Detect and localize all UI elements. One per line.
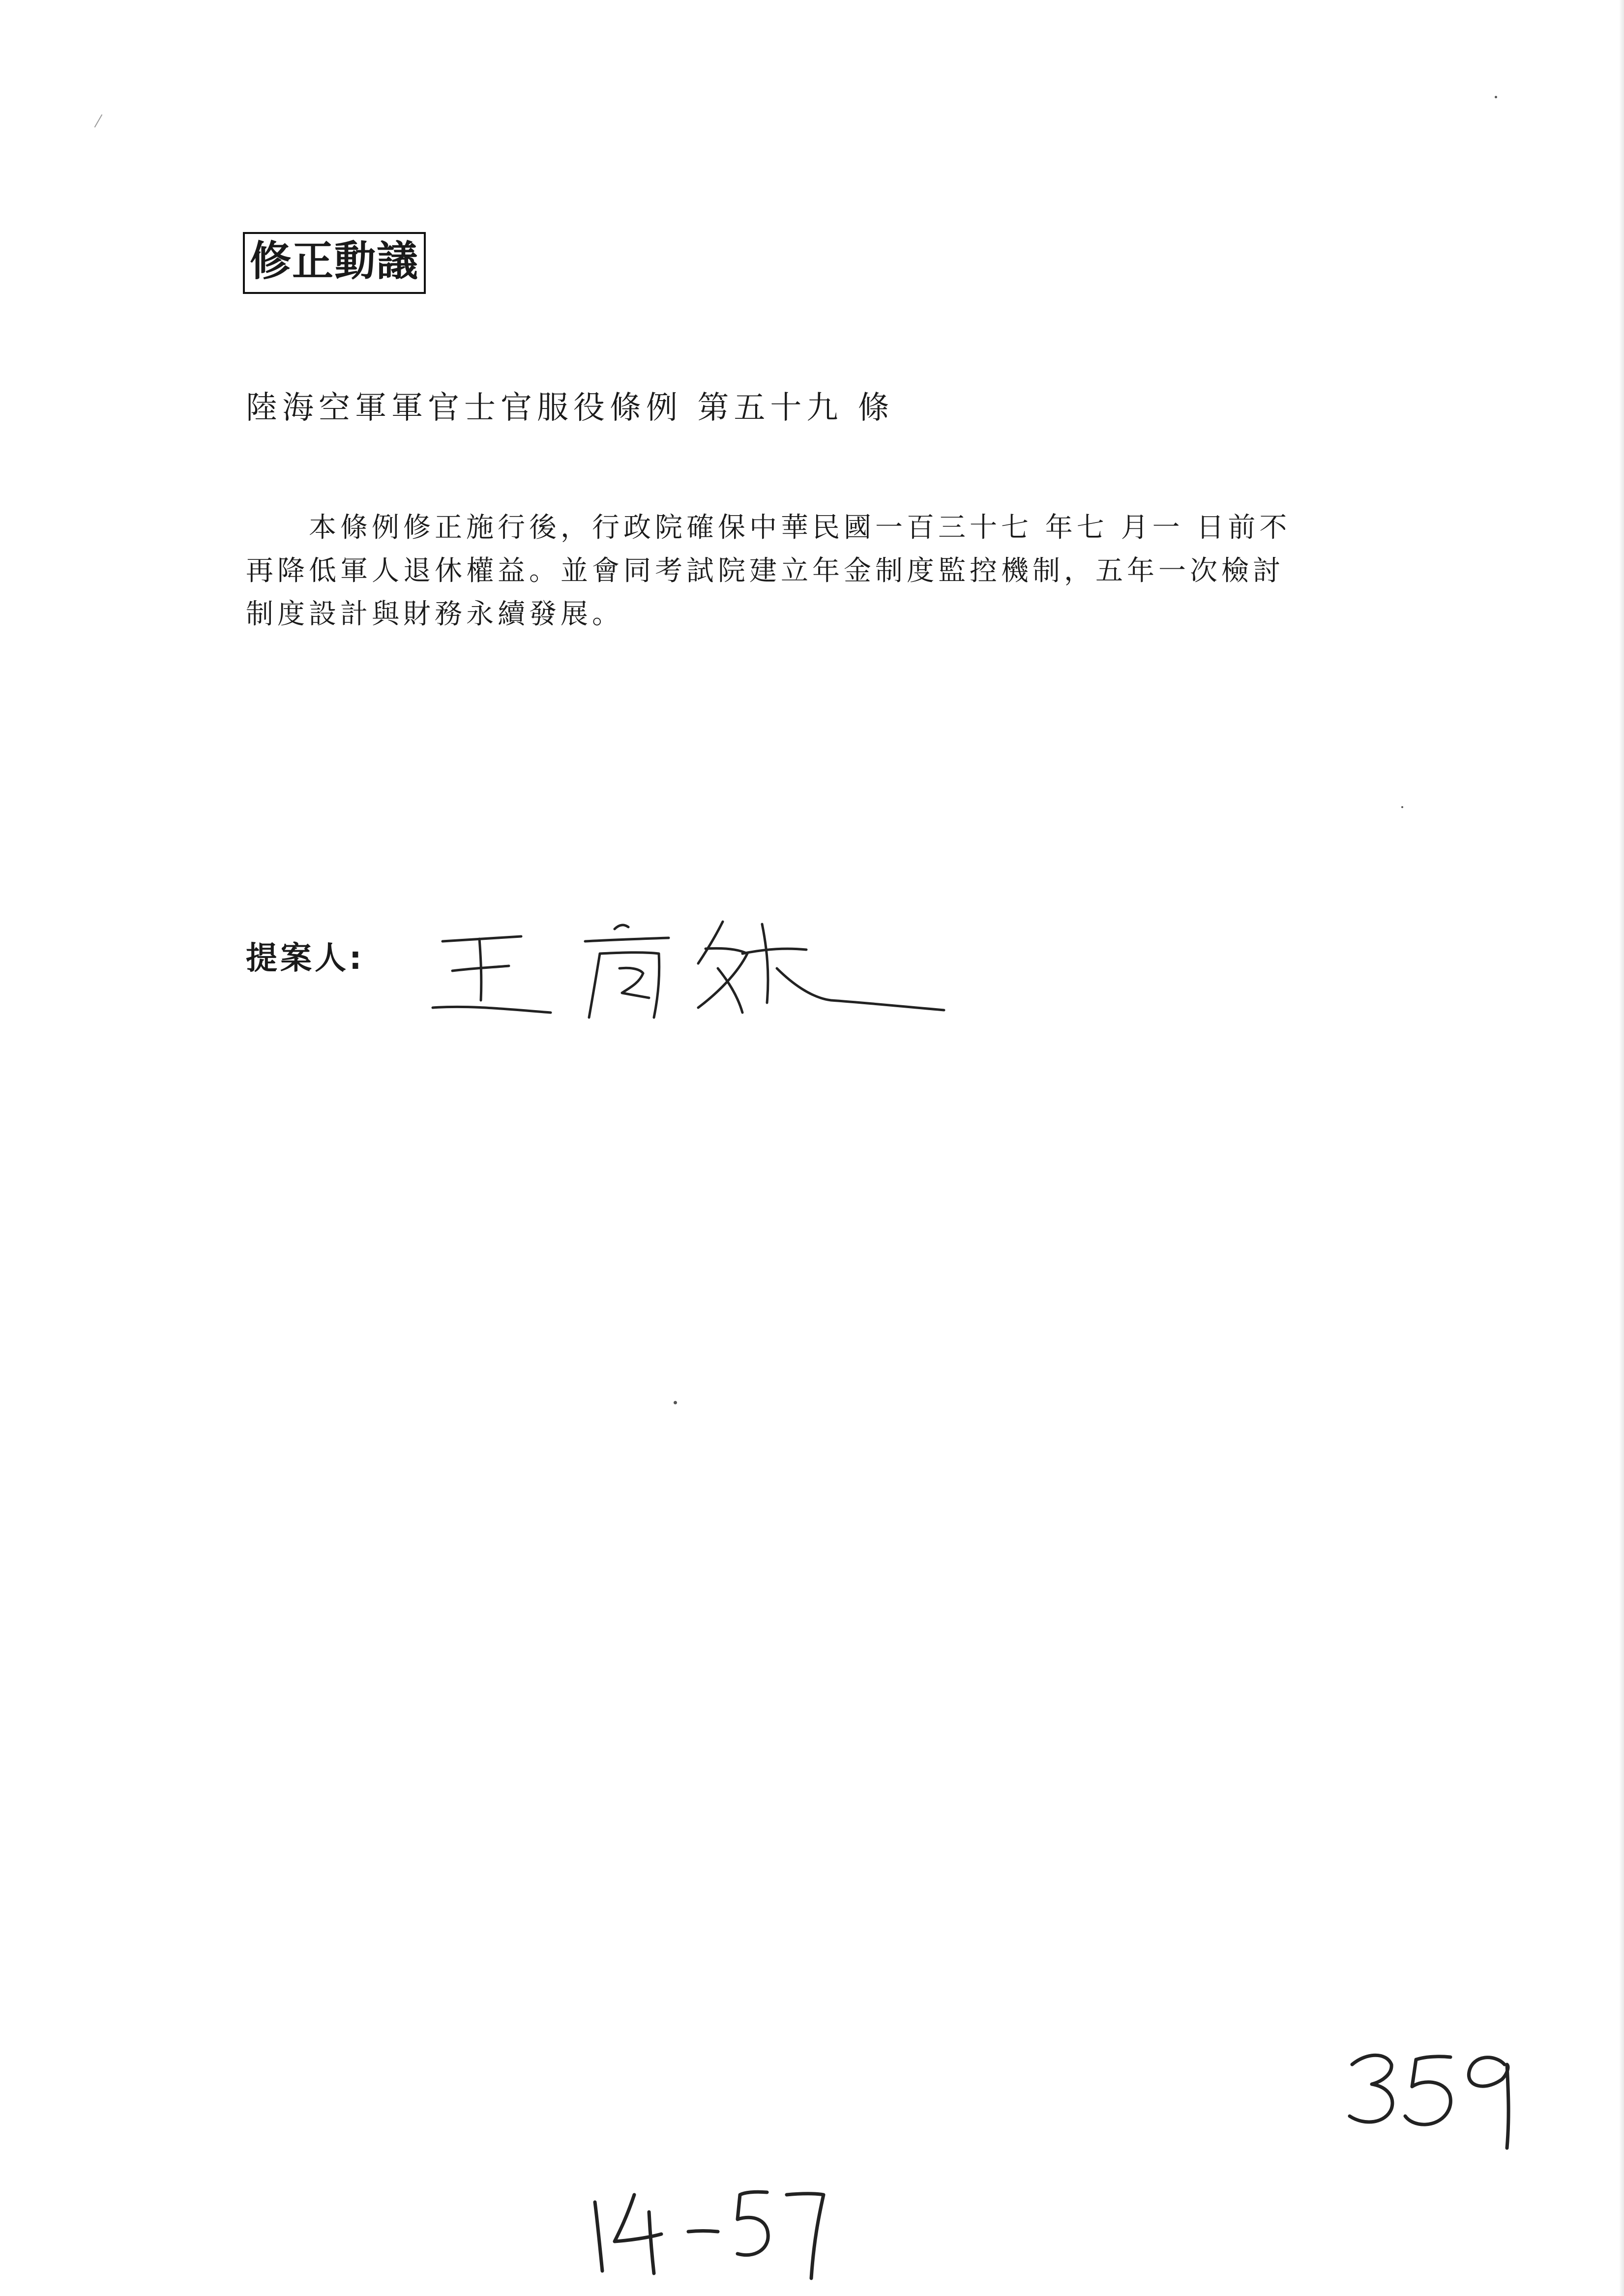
scan-edge-shading [1619, 0, 1624, 2296]
handwritten-reference-code [575, 2173, 831, 2286]
proposer-label: 提案人: [246, 940, 365, 977]
motion-type-box: 修正動議 [243, 232, 426, 294]
article-title: 陸海空軍軍官士官服役條例 第五十九 條 [246, 390, 894, 426]
scan-speck [1495, 96, 1497, 98]
amendment-body-text: 本條例修正施行後，行政院確保中華民國一百三十七 年七 月一 日前不 再降低軍人退休權益。並會同考試院建立年金制度監控機制，五年一次檢討 制度設計與財務永續發展。 [246, 512, 1291, 630]
scan-speck [674, 1401, 677, 1404]
handwritten-signature [423, 895, 964, 1032]
handwritten-page-number [1337, 2030, 1524, 2158]
scan-speck [1401, 806, 1403, 808]
scan-speck [94, 115, 103, 128]
